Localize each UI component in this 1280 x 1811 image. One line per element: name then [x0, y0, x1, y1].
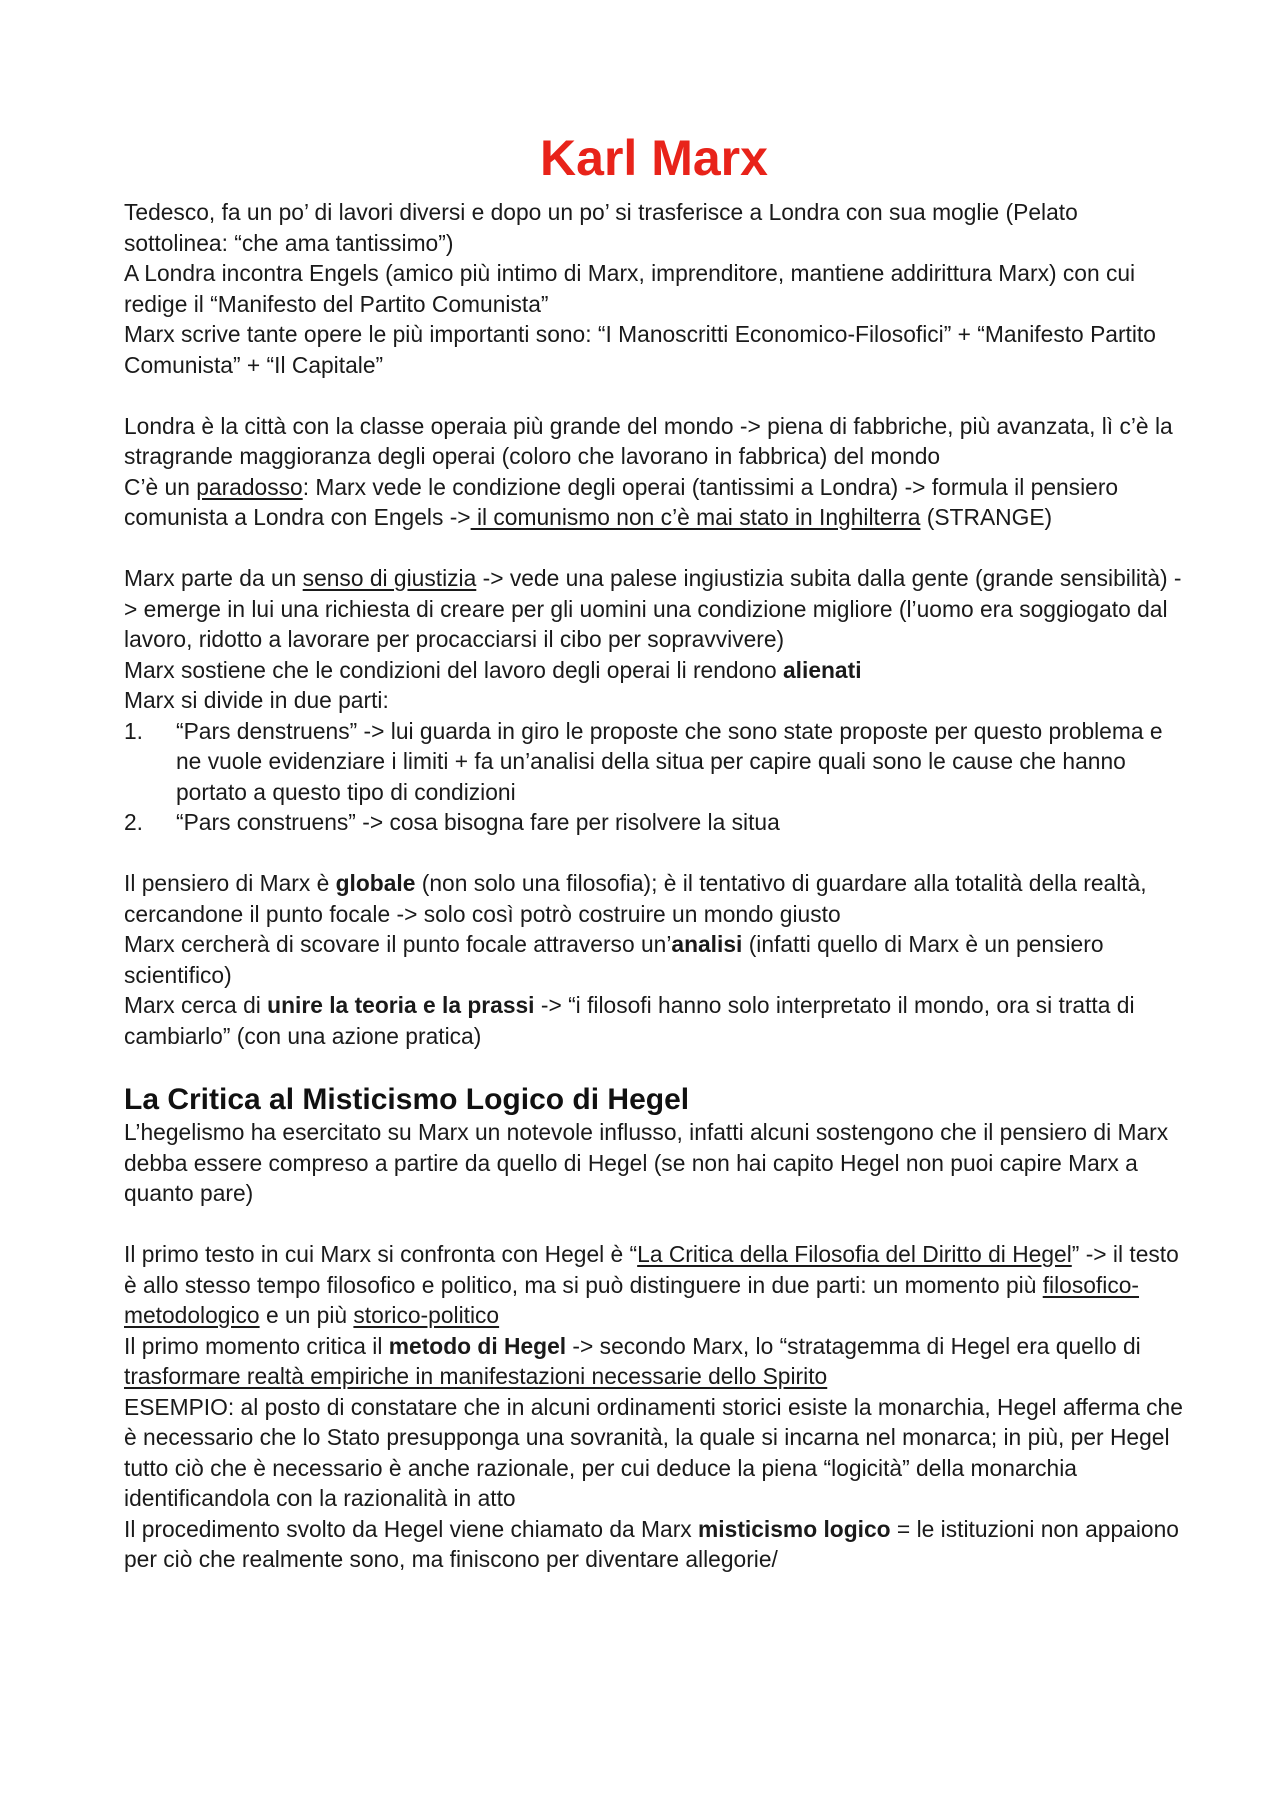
paragraph: L’hegelismo ha esercitato su Marx un notevole influsso, infatti alcuni sostengono che il pensiero di Marx debba essere compreso a partire da quello di Hegel (se non hai capito Hegel non puoi capire Marx a quanto pare) — [124, 1119, 1169, 1206]
paragraph: Marx parte da un senso di giustizia -> vede una palese ingiustizia subita dalla gente (grande sensibilità) -> emerge in lui una richiesta di creare per gli uomini una condizione migliore (l’uomo era soggiogato dal lavoro, ridotto a lavorare per procacciarsi il cibo per sopravvivere) — [124, 565, 1182, 652]
underlined-text: paradosso — [196, 473, 303, 500]
underlined-text: La Critica della Filosofia del Diritto di Hegel — [637, 1241, 1072, 1267]
spacer — [124, 380, 1184, 411]
bold-text: alienati — [782, 656, 862, 683]
underlined-text: senso di giustizia — [302, 565, 477, 591]
paragraph: Il primo momento critica il metodo di Hegel -> secondo Marx, lo “stratagemma di Hegel era quello di trasformare realtà empiriche in manifestazioni necessarie dello Spirito — [124, 1332, 1141, 1389]
numbered-list — [124, 716, 1184, 838]
underlined-text: storico-politico — [353, 1302, 500, 1328]
paragraph: Il primo testo in cui Marx si confronta con Hegel è “La Critica della Filosofia del Diritto di Hegel” -> il testo è allo stesso tempo filosofico e politico, ma si può distinguere in due parti: un momento più filosofico-metodologico e un più storico-politico — [124, 1241, 1179, 1328]
bold-text: metodo di Hegel — [388, 1332, 567, 1359]
list-item — [124, 807, 1184, 838]
underlined-text: il comunismo non c’è mai stato in Inghilterra — [470, 504, 921, 530]
spacer — [124, 1051, 1184, 1075]
list-item-text: “Pars construens” -> cosa bisogna fare per risolvere la situa — [176, 809, 780, 835]
paragraph: Marx si divide in due parti: — [124, 687, 389, 713]
spacer — [124, 1209, 1184, 1240]
paragraph: Il procedimento svolto da Hegel viene chiamato da Marx misticismo logico = le istituzioni non appaiono per ciò che realmente sono, ma finiscono per diventare allegorie/ — [124, 1515, 1179, 1572]
paragraph: ESEMPIO: al posto di constatare che in alcuni ordinamenti storici esiste la monarchia, Hegel afferma che è necessario che lo Stato presupponga una sovranità, la quale si incarna nel monarca; in più, per Hegel tutto ciò che è necessario è anche razionale, per cui deduce la piena “logicità” della monarchia identificandola con la razionalità in atto — [124, 1393, 1183, 1511]
list-number: 1. — [124, 717, 144, 744]
paragraph: Londra è la città con la classe operaia più grande del mondo -> piena di fabbriche, più avanzata, lì c’è la stragrande maggioranza degli operai (coloro che lavorano in fabbrica) del mondo — [124, 412, 1173, 469]
document-page — [124, 128, 1184, 1575]
paragraph: Marx cercherà di scovare il punto focale attraverso un’analisi (infatti quello di Marx è un pensiero scientifico) — [124, 931, 1104, 988]
paragraph: A Londra incontra Engels (amico più intimo di Marx, imprenditore, mantiene addirittura Marx) con cui redige il “Manifesto del Partito Comunista” — [124, 260, 1136, 317]
spacer — [124, 838, 1184, 869]
section-heading: La Critica al Misticismo Logico di Hegel — [124, 1083, 690, 1116]
bold-text: misticismo logico — [698, 1515, 891, 1542]
bold-text: globale — [335, 870, 416, 896]
paragraph: Marx scrive tante opere le più importanti sono: “I Manoscritti Economico-Filosofici” + “Manifesto Partito Comunista” + “Il Capitale” — [124, 321, 1156, 378]
paragraph: Tedesco, fa un po’ di lavori diversi e dopo un po’ si trasferisce a Londra con sua moglie (Pelato sottolinea: “che ama tantissimo”) — [124, 199, 1078, 256]
paragraph: Il pensiero di Marx è globale (non solo una filosofia); è il tentativo di guardare alla totalità della realtà, cercandone il punto focale -> solo così potrò costruire un mondo giusto — [124, 870, 1147, 927]
bold-text: analisi — [671, 931, 743, 957]
underlined-text: filosofico-metodologico — [124, 1271, 1140, 1328]
paragraph: Marx sostiene che le condizioni del lavoro degli operai li rendono alienati — [124, 656, 862, 683]
page-title: Karl Marx — [540, 130, 768, 186]
bold-text: unire la teoria e la prassi — [267, 992, 535, 1018]
underlined-text: trasformare realtà empiriche in manifestazioni necessarie dello Spirito — [124, 1363, 828, 1389]
list-item-text: “Pars denstruens” -> lui guarda in giro le proposte che sono state proposte per questo problema e ne vuole evidenziare i limiti + fa un’analisi della situa per capire quali sono le cause che hanno portato a questo tipo di condizioni — [176, 717, 1163, 805]
list-item — [124, 716, 1184, 808]
list-number: 2. — [124, 809, 144, 835]
paragraph: C’è un paradosso: Marx vede le condizione degli operai (tantissimi a Londra) -> formula il pensiero comunista a Londra con Engels -> il comunismo non c’è mai stato in Inghilterra (STRANGE) — [124, 473, 1119, 530]
spacer — [124, 533, 1184, 564]
paragraph: Marx cerca di unire la teoria e la prassi -> “i filosofi hanno solo interpretato il mondo, ora si tratta di cambiarlo” (con una azione pratica) — [124, 992, 1135, 1049]
